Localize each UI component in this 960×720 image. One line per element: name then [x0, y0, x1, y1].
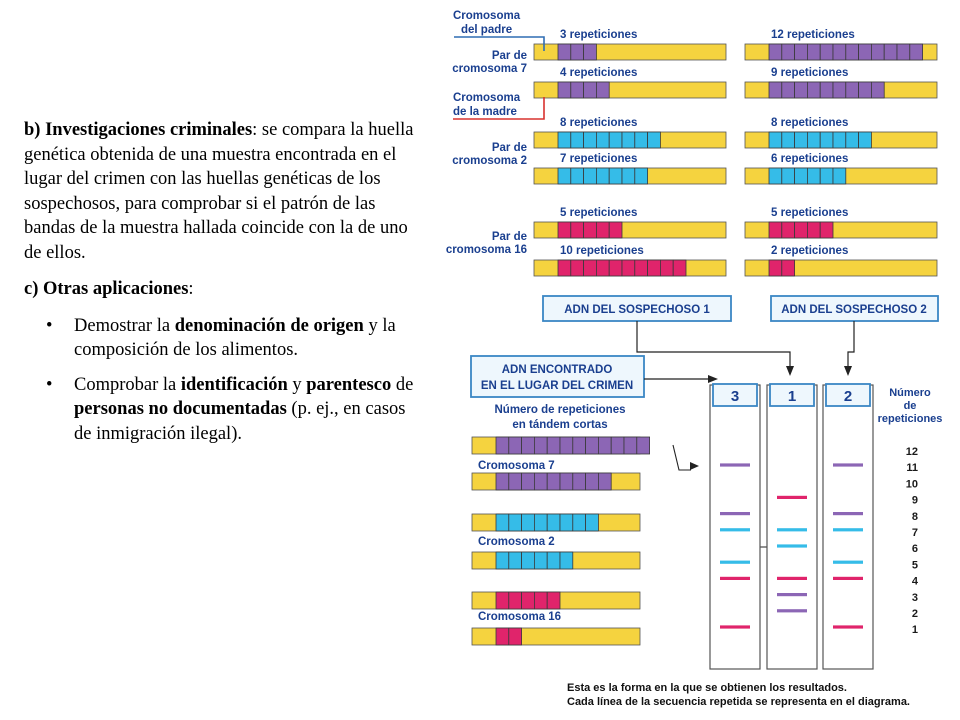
s1-chromosome-repeat-unit [648, 132, 661, 148]
gel-band [720, 528, 750, 531]
s1-chromosome-repeat-unit [571, 132, 584, 148]
crime-chromosome-repeat-unit [598, 473, 611, 490]
bullet-symbol: • [46, 315, 53, 336]
s2-chromosome-repeat-unit [833, 82, 846, 98]
s2-chromosome-repeat-unit [795, 132, 808, 148]
s1-repetition-label: 5 repeticiones [560, 207, 638, 219]
gel-band [833, 625, 863, 628]
scale-number: 3 [911, 591, 918, 604]
father-label: del padre [461, 24, 513, 36]
s1-repetition-label: 7 repeticiones [560, 153, 638, 165]
s2-chromosome-repeat-unit [807, 44, 820, 60]
crime-chromosome-repeat-unit [547, 437, 560, 454]
s1-chromosome-repeat-unit [584, 260, 597, 276]
suspect-1-arrow [637, 321, 790, 372]
heading-b: b) Investigaciones criminales [24, 120, 253, 140]
scale-title: de [903, 400, 917, 412]
s1-chromosome-repeat-unit [571, 168, 584, 184]
s1-chromosome-repeat-unit [584, 132, 597, 148]
crime-chromosome-repeat-unit [509, 628, 522, 645]
gel-band [777, 609, 807, 612]
s2-repetition-label: 12 repeticiones [771, 29, 855, 41]
crime-chromosome-repeat-unit [547, 552, 560, 569]
gel-band [833, 561, 863, 564]
s1-chromosome-repeat-unit [596, 222, 609, 238]
s2-chromosome-repeat-unit [846, 132, 859, 148]
s1-chromosome-repeat-unit [660, 260, 673, 276]
s1-chromosome-repeat-unit [571, 222, 584, 238]
s1-repetition-label: 8 repeticiones [560, 117, 638, 129]
crime-chromosome-repeat-unit [534, 592, 547, 609]
gel-band [833, 463, 863, 466]
crime-chromosome-repeat-unit [586, 437, 599, 454]
crime-chromosome-repeat-unit [496, 473, 509, 490]
s1-chromosome-repeat-unit [584, 222, 597, 238]
crime-chromosome-repeat-unit [509, 437, 522, 454]
bullet-text: Comprobar la [74, 374, 181, 395]
crime-chromosome-repeat-unit [522, 437, 535, 454]
s1-chromosome-repeat-unit [571, 260, 584, 276]
s1-chromosome-repeat-unit [635, 168, 648, 184]
bullet-text: y [287, 374, 307, 395]
paragraph-b-body: : se compara la huella genética obtenida de una muestra encontrada en el lugar del crimen con las huellas genéticas de los sospechosos, para comprobar si el patrón de las bandas de la muestra hallada coincide con la de uno de ellos. [24, 120, 414, 263]
crime-chromosome-repeat-unit [534, 473, 547, 490]
s1-chromosome-repeat-unit [558, 132, 571, 148]
crime-arrowhead [708, 375, 718, 383]
crime-chromosome-repeat-unit [598, 437, 611, 454]
s2-chromosome-repeat-unit [820, 132, 833, 148]
crime-scene-label: EN EL LUGAR DEL CRIMEN [480, 380, 634, 392]
gel-band [777, 544, 807, 547]
crime-chromosome-repeat-unit [496, 437, 509, 454]
lane-label: 1 [787, 388, 797, 405]
crime-chromosome-label: Cromosoma 16 [478, 611, 562, 623]
s2-chromosome-repeat-unit [833, 168, 846, 184]
s1-chromosome-repeat-unit [571, 82, 584, 98]
crime-chromosome-repeat-unit [573, 437, 586, 454]
s2-chromosome-repeat-unit [782, 222, 795, 238]
crime-chromosome-repeat-unit [522, 514, 535, 531]
s1-chromosome-repeat-unit [648, 260, 661, 276]
scale-number: 2 [911, 608, 918, 620]
crime-chromosome-repeat-unit [534, 552, 547, 569]
crime-chromosome-repeat-unit [547, 473, 560, 490]
suspect-2-label: ADN DEL SOSPECHOSO 2 [781, 304, 927, 316]
suspect-2-arrow [848, 321, 854, 372]
crime-chromosome-repeat-unit [547, 514, 560, 531]
s2-chromosome-repeat-unit [807, 222, 820, 238]
s2-repetition-label: 2 repeticiones [771, 245, 849, 257]
s1-chromosome-repeat-unit [622, 168, 635, 184]
s1-chromosome-repeat-unit [622, 132, 635, 148]
scale-number: 5 [911, 559, 918, 572]
crime-chromosome-repeat-unit [637, 437, 650, 454]
s2-chromosome-repeat-unit [795, 222, 808, 238]
scale-number: 6 [911, 543, 918, 556]
bullet-text: y la composición de los alimentos. [74, 315, 396, 360]
pair-label: Par de [491, 142, 527, 154]
s1-repetition-label: 10 repeticiones [560, 245, 644, 257]
suspect-2-arrowhead [844, 366, 852, 376]
s1-chromosome-repeat-unit [609, 222, 622, 238]
s2-chromosome-repeat-unit [782, 260, 795, 276]
s2-chromosome-repeat-unit [871, 44, 884, 60]
s1-chromosome-repeat-unit [596, 168, 609, 184]
s2-chromosome-repeat-unit [859, 82, 872, 98]
crime-chromosome-repeat-unit [509, 473, 522, 490]
s1-chromosome-repeat-unit [558, 222, 571, 238]
scale-number: 12 [905, 446, 918, 458]
crime-chromosome-repeat-unit [509, 592, 522, 609]
s2-chromosome-repeat-unit [846, 44, 859, 60]
s2-chromosome-repeat-unit [820, 44, 833, 60]
s2-chromosome-repeat-unit [820, 168, 833, 184]
scale-number: 11 [906, 462, 918, 475]
s2-repetition-label: 9 repeticiones [771, 67, 849, 79]
crime-chromosome-repeat-unit [496, 552, 509, 569]
s1-chromosome-repeat-unit [558, 82, 571, 98]
s1-chromosome-repeat-unit [596, 132, 609, 148]
s1-chromosome-repeat-unit [584, 82, 597, 98]
s1-chromosome-repeat-unit [584, 44, 597, 60]
s2-chromosome-repeat-unit [833, 132, 846, 148]
gel-band [720, 463, 750, 466]
s2-chromosome-repeat-unit [807, 168, 820, 184]
s1-repetition-label: 3 repeticiones [560, 29, 638, 41]
s2-repetition-label: 8 repeticiones [771, 117, 849, 129]
s1-chromosome-repeat-unit [558, 168, 571, 184]
s2-chromosome-repeat-unit [820, 82, 833, 98]
s2-chromosome-repeat-unit [782, 44, 795, 60]
s2-chromosome-repeat-unit [897, 44, 910, 60]
tandem-label: Número de repeticiones [494, 404, 626, 416]
s2-chromosome-repeat-unit [769, 132, 782, 148]
bullet-text: Demostrar la [74, 315, 175, 336]
s1-chromosome-repeat-unit [673, 260, 686, 276]
s2-chromosome-repeat-unit [769, 222, 782, 238]
crime-chromosome-repeat-unit [624, 437, 637, 454]
s1-chromosome-repeat-unit [609, 132, 622, 148]
bullet-text: (p. ej., en casos de inmigración ilegal). [74, 399, 406, 444]
s1-repetition-label: 4 repeticiones [560, 67, 638, 79]
s1-chromosome-repeat-unit [558, 260, 571, 276]
s1-chromosome-repeat-unit [558, 44, 571, 60]
bullet-text: de [391, 374, 414, 395]
lane-connector [673, 445, 691, 470]
scale-number: 7 [911, 527, 918, 539]
crime-chromosome-repeat-unit [522, 592, 535, 609]
gel-band [720, 512, 750, 515]
gel-lane [767, 385, 817, 669]
gel-band [833, 528, 863, 531]
heading-c: c) Otras aplicaciones [24, 279, 189, 299]
s2-chromosome-repeat-unit [795, 44, 808, 60]
scale-number: 8 [911, 510, 918, 523]
gel-band [777, 528, 807, 531]
s2-chromosome-repeat-unit [769, 260, 782, 276]
s2-chromosome-repeat-unit [910, 44, 923, 60]
bullet-bold: denominación de origen [174, 315, 364, 336]
caption-line: Cada línea de la secuencia repetida se representa en el diagrama. [567, 696, 910, 708]
crime-chromosome-repeat-unit [573, 473, 586, 490]
heading-c-colon: : [188, 279, 194, 299]
lane-label: 3 [730, 388, 740, 405]
crime-chromosome-repeat-unit [496, 592, 509, 609]
crime-chromosome-repeat-unit [522, 473, 535, 490]
s2-chromosome-repeat-unit [795, 82, 808, 98]
gel-band [833, 577, 863, 580]
crime-chromosome-repeat-unit [586, 514, 599, 531]
father-label: Cromosoma [453, 10, 521, 22]
s2-chromosome-repeat-unit [769, 168, 782, 184]
crime-chromosome-repeat-unit [496, 514, 509, 531]
s2-chromosome-repeat-unit [769, 44, 782, 60]
crime-chromosome-repeat-unit [560, 437, 573, 454]
lane-label: 2 [843, 388, 853, 405]
pair-label: Par de [491, 50, 527, 62]
crime-chromosome-repeat-unit [496, 628, 509, 645]
crime-chromosome-repeat-unit [560, 473, 573, 490]
s1-chromosome-repeat-unit [609, 168, 622, 184]
crime-chromosome-repeat-unit [534, 437, 547, 454]
caption-line: Esta es la forma en la que se obtienen los resultados. [567, 682, 847, 694]
s1-chromosome-repeat-unit [622, 260, 635, 276]
gel-band [833, 512, 863, 515]
scale-number: 4 [911, 575, 918, 588]
s2-chromosome-repeat-unit [782, 82, 795, 98]
scale-number: 10 [905, 478, 918, 491]
gel-band [720, 561, 750, 564]
s2-chromosome-repeat-unit [859, 44, 872, 60]
crime-chromosome-repeat-unit [560, 514, 573, 531]
crime-chromosome-repeat-unit [573, 514, 586, 531]
crime-chromosome-label: Cromosoma 2 [478, 536, 555, 548]
s1-chromosome-repeat-unit [596, 82, 609, 98]
gel-band [720, 577, 750, 580]
crime-chromosome-repeat-unit [509, 552, 522, 569]
s2-chromosome-repeat-unit [807, 132, 820, 148]
crime-chromosome-repeat-unit [586, 473, 599, 490]
s2-chromosome-repeat-unit [846, 82, 859, 98]
mother-label: de la madre [453, 106, 517, 118]
pair-label: cromosoma 2 [452, 155, 527, 167]
pair-label: cromosoma 7 [452, 63, 527, 75]
s1-chromosome-repeat-unit [596, 260, 609, 276]
pair-label: cromosoma 16 [445, 244, 527, 256]
crime-chromosome-repeat-unit [534, 514, 547, 531]
s2-chromosome-repeat-unit [807, 82, 820, 98]
bullet-bold: personas no documentadas [74, 399, 287, 419]
scale-title: Número [889, 387, 931, 399]
scale-title: repeticiones [877, 413, 943, 425]
crime-chromosome-repeat-unit [509, 514, 522, 531]
s1-chromosome-repeat-unit [635, 132, 648, 148]
lane-connector-arrowhead [690, 462, 699, 470]
scale-number: 1 [911, 624, 918, 637]
crime-chromosome-repeat-unit [547, 592, 560, 609]
crime-chromosome-repeat-unit [611, 437, 624, 454]
s2-chromosome-repeat-unit [795, 168, 808, 184]
gel-band [777, 496, 807, 499]
gel-band [777, 593, 807, 596]
suspect-1-arrowhead [786, 366, 794, 376]
tandem-label: en tándem cortas [512, 419, 608, 431]
s2-chromosome-repeat-unit [833, 44, 846, 60]
s2-chromosome-repeat-unit [884, 44, 897, 60]
father-connector-line [454, 37, 544, 51]
s1-chromosome-repeat-unit [584, 168, 597, 184]
s2-chromosome-repeat-unit [871, 82, 884, 98]
s2-repetition-label: 5 repeticiones [771, 207, 849, 219]
crime-chromosome-repeat-unit [560, 552, 573, 569]
s1-chromosome-repeat-unit [609, 260, 622, 276]
gel-band [720, 625, 750, 628]
scale-number: 9 [911, 494, 918, 507]
bullet-bold: parentesco [306, 374, 392, 395]
s2-chromosome-repeat-unit [782, 168, 795, 184]
s2-chromosome-repeat-unit [820, 222, 833, 238]
crime-scene-label: ADN ENCONTRADO [501, 364, 613, 376]
s1-chromosome-repeat-unit [571, 44, 584, 60]
s2-chromosome-repeat-unit [859, 132, 872, 148]
s2-chromosome-repeat-unit [769, 82, 782, 98]
gel-band [777, 577, 807, 580]
bullet-symbol: • [46, 374, 53, 395]
mother-label: Cromosoma [453, 92, 521, 104]
s1-chromosome-repeat-unit [635, 260, 648, 276]
s2-chromosome-repeat-unit [782, 132, 795, 148]
s2-repetition-label: 6 repeticiones [771, 153, 849, 165]
crime-chromosome-repeat-unit [522, 552, 535, 569]
crime-chromosome-label: Cromosoma 7 [478, 460, 555, 472]
pair-label: Par de [491, 231, 527, 243]
suspect-1-label: ADN DEL SOSPECHOSO 1 [564, 304, 710, 316]
bullet-bold: identificación [180, 374, 288, 395]
